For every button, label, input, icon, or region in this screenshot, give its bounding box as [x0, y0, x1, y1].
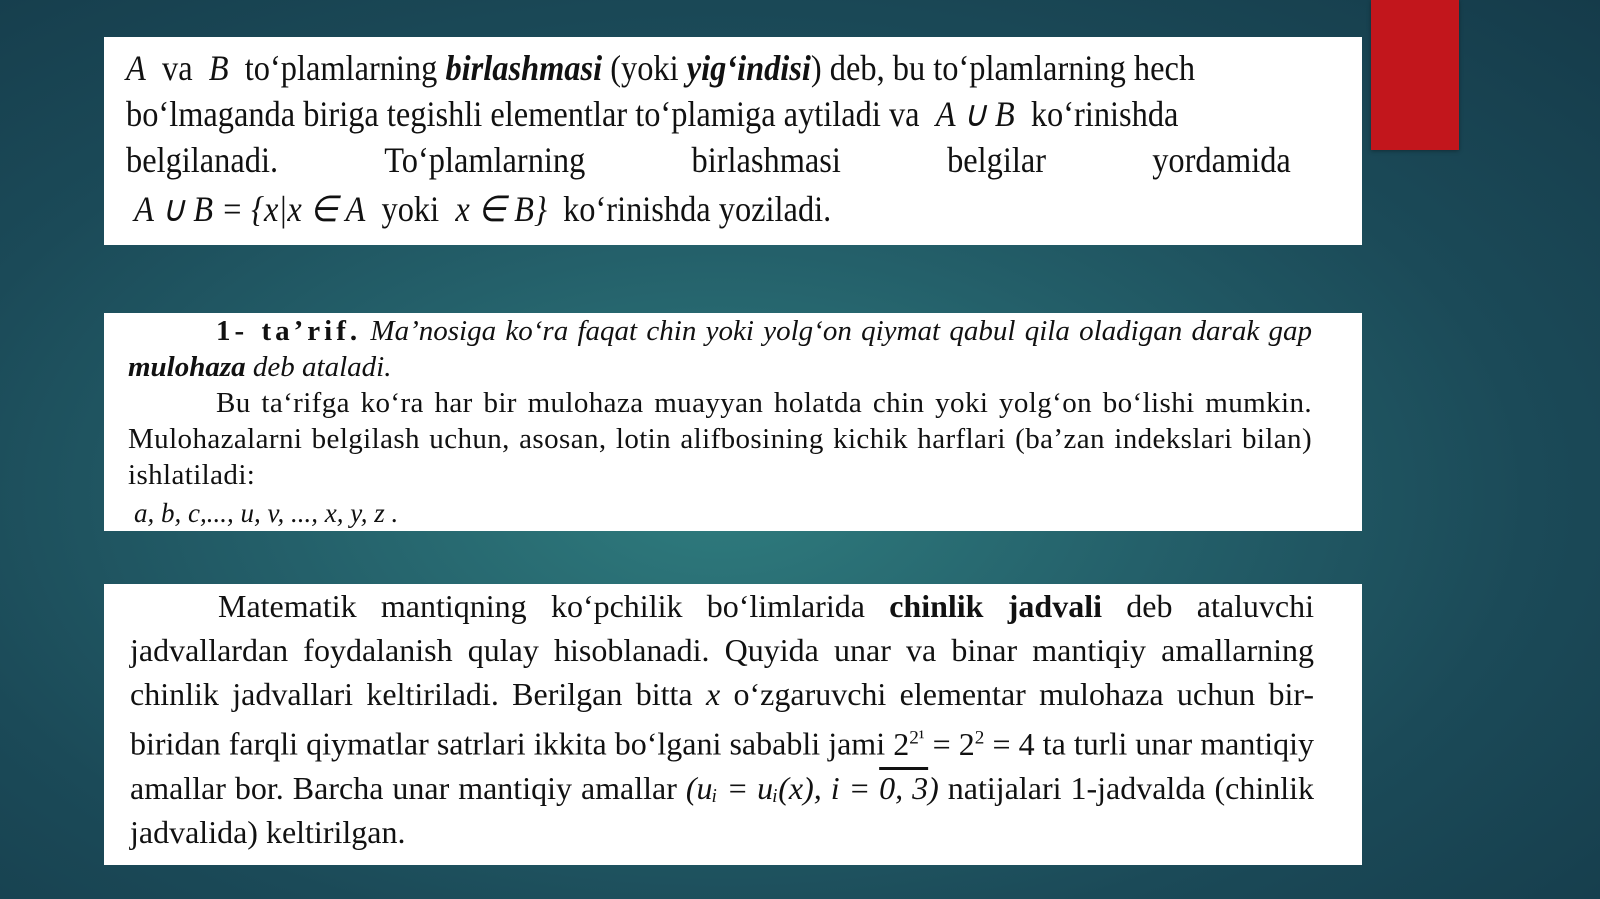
word-toplamlarning: To‘plamlarning	[384, 140, 586, 180]
union-line-1	[126, 45, 1291, 91]
eq1: = 2	[932, 725, 975, 762]
proposition-definition-panel	[104, 313, 1362, 531]
text-p3: o‘zgaruvchi elementar mulohaza uchun bir-biridan farqli qiymatlar satrlari ikkita bo‘lgani sababli jami	[130, 676, 1315, 762]
text-toplamlarning: to‘plamlarning	[244, 48, 438, 88]
text-p2: deb ataluvchi jadvallardan foydalanish qulay hisoblanadi. Quyida unar va binar mantiqiy amallarning chinlik jadvallari keltiriladi. Berilgan bitta	[130, 588, 1315, 712]
set-a: A	[126, 48, 146, 88]
truth-table-panel	[104, 584, 1362, 865]
set-b: B	[208, 48, 229, 88]
text-line1-rest: ) deb, bu to‘plamlarning hech	[810, 48, 1196, 88]
definition-paragraph	[128, 313, 1312, 385]
union-line-3	[126, 137, 1291, 183]
red-accent-bar	[1371, 0, 1459, 150]
formula-range: 0, 3	[879, 769, 929, 806]
word-va: va	[162, 48, 193, 88]
term-birlashmasi: birlashmasi	[445, 48, 603, 88]
pow-base: 2	[893, 725, 910, 762]
word-belgilanadi: belgilanadi.	[126, 140, 279, 180]
definition-end: deb ataladi.	[252, 351, 392, 383]
text-line2: bo‘lmaganda biriga tegishli elementlar to‘plamiga aytiladi va	[126, 94, 920, 134]
term-yigindisi: yig‘indisi	[686, 48, 811, 88]
word-belgilar: belgilar	[947, 140, 1047, 180]
union-definition-panel	[104, 37, 1362, 245]
union-line-2	[126, 91, 1291, 137]
formula-x-in-b: x ∈ B}	[455, 189, 547, 229]
union-formula-line	[126, 183, 1291, 235]
variable-list: a, b, c,..., u, v, ..., x, y, z .	[134, 498, 399, 528]
formula-union: A ∪ B	[935, 94, 1015, 134]
word-yordamida: yordamida	[1152, 140, 1291, 180]
eq2: = 4	[992, 725, 1035, 762]
truth-table-paragraph	[130, 584, 1314, 854]
variable-x: x	[705, 676, 721, 712]
text-p1: Matematik mantiqning ko‘pchilik bo‘limlarida	[218, 588, 865, 624]
definition-text: Ma’nosiga ko‘ra faqat chin yoki yolg‘on qiymat qabul qila oladigan darak gap	[370, 315, 1312, 347]
word-yoki: yoki	[381, 189, 440, 229]
formula-close: )	[928, 769, 939, 806]
proposition-body: Bu ta‘rifga ko‘ra har bir mulohaza muayyan holatda chin yoki yolg‘on bo‘lishi mumkin. Mulohazalarni belgilash uchun, asosan, lotin alifbosining kichik harflari (ba’zan indekslari bilan) ishlatiladi:	[128, 387, 1312, 491]
eq1-exp: 2	[974, 727, 985, 748]
definition-label: 1- ta’rif.	[216, 315, 362, 347]
text-yoki: (yoki	[610, 48, 679, 88]
text-p5: natijalari 1-jadvalda (chinlik jadvalida) keltirilgan.	[130, 769, 1315, 850]
text-korinishda-yoziladi: ko‘rinishda yoziladi.	[563, 189, 832, 229]
word-birlashmasi: birlashmasi	[691, 140, 841, 180]
unary-formula	[686, 770, 939, 806]
formula-a: (uᵢ = uᵢ(x), i =	[685, 769, 871, 806]
term-mulohaza: mulohaza	[128, 351, 246, 383]
power-formula	[893, 726, 1034, 762]
text-korinishda: ko‘rinishda	[1030, 94, 1179, 134]
term-chinlik-jadvali: chinlik jadvali	[889, 588, 1102, 624]
formula-set-builder: A ∪ B = {x|x ∈ A	[134, 189, 366, 229]
pow-exp: 2¹	[909, 727, 925, 748]
text-p4: ta turli unar mantiqiy amallar bor. Barcha unar mantiqiy amallar	[130, 725, 1315, 806]
